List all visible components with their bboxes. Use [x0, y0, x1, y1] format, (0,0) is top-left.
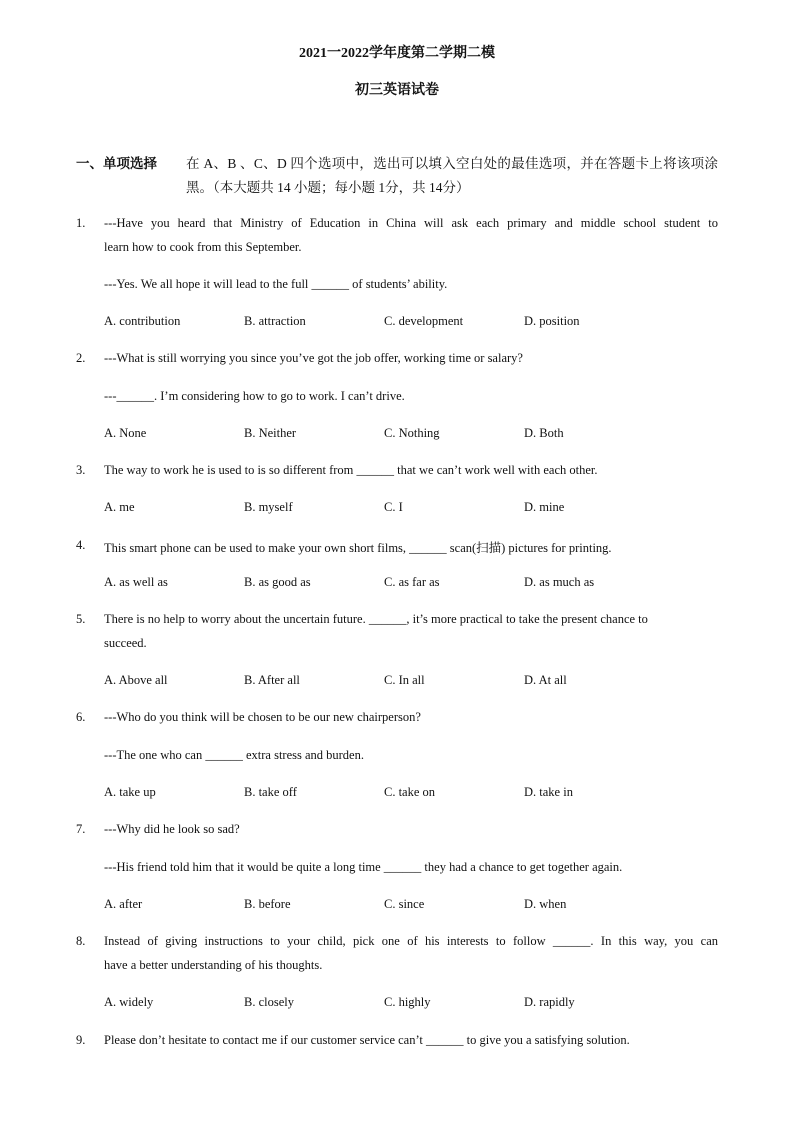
exam-subtitle: 初三英语试卷 [355, 83, 439, 98]
option-c: C. Nothing [384, 426, 440, 440]
question-number: 4. [76, 538, 86, 552]
option-b: B. take off [244, 785, 297, 799]
option-b: B. as good as [244, 575, 311, 589]
question-number: 7. [76, 822, 86, 836]
option-c: C. development [384, 314, 464, 328]
option-b: B. closely [244, 995, 294, 1009]
option-b: B. before [244, 897, 291, 911]
question-text: ---What is still worrying you since you’ve got the job offer, working time or salary? [104, 351, 523, 365]
section-instruction: 在 A、B 、C、D 四个选项中，选出可以填入空白处的最佳选项，并在答题卡上将该项涂黑。（本大题共 14 小题；每小题 1分，共 14分） [186, 156, 718, 195]
question-text: succeed. [104, 636, 147, 650]
question-text: Instead of giving instructions to your child, pick one of his interests to follow ______. In this way, you can [104, 934, 718, 948]
option-c: C. highly [384, 995, 431, 1009]
option-d: D. position [524, 314, 580, 328]
option-c: C. since [384, 897, 425, 911]
option-a: A. None [104, 426, 147, 440]
option-a: A. as well as [104, 575, 168, 589]
option-c: C. In all [384, 673, 425, 687]
question-number: 1. [76, 216, 86, 230]
question-text: Please don’t hesitate to contact me if our customer service can’t ______ to give you a satisfying solution. [104, 1033, 630, 1047]
option-d: D. mine [524, 500, 565, 514]
option-c: C. take on [384, 785, 436, 799]
option-c: C. I [384, 500, 403, 514]
option-a: A. take up [104, 785, 156, 799]
question-text: ---Why did he look so sad? [104, 822, 240, 836]
question-text: have a better understanding of his thoughts. [104, 958, 323, 972]
option-d: D. rapidly [524, 995, 575, 1009]
option-b: B. After all [244, 673, 300, 687]
question-text: ---______. I’m considering how to go to work. I can’t drive. [104, 389, 405, 403]
option-b: B. Neither [244, 426, 297, 440]
question-text: ---His friend told him that it would be quite a long time ______ they had a chance to get together again. [104, 860, 623, 874]
question-number: 3. [76, 463, 86, 477]
option-b: B. myself [244, 500, 293, 514]
option-a: A. after [104, 897, 143, 911]
question-number: 6. [76, 710, 86, 724]
section-label: 一、单项选择 [76, 156, 157, 171]
question-text: This smart phone can be used to make your own short films, ______ scan(扫描) pictures for printing. [104, 541, 612, 555]
question-number: 8. [76, 934, 86, 948]
question-text: ---Have you heard that Ministry of Education in China will ask each primary and middle school student to [104, 216, 718, 230]
option-d: D. when [524, 897, 567, 911]
question-text: learn how to cook from this September. [104, 240, 302, 254]
option-d: D. At all [524, 673, 567, 687]
option-b: B. attraction [244, 314, 306, 328]
option-c: C. as far as [384, 575, 440, 589]
question-text: The way to work he is used to is so different from ______ that we can’t work well with each other. [104, 463, 598, 477]
question-number: 9. [76, 1033, 86, 1047]
option-a: A. widely [104, 995, 154, 1009]
question-text: ---Who do you think will be chosen to be our new chairperson? [104, 710, 421, 724]
question-text: ---The one who can ______ extra stress and burden. [104, 748, 364, 762]
option-a: A. contribution [104, 314, 181, 328]
question-text: ---Yes. We all hope it will lead to the full ______ of students’ ability. [104, 277, 448, 291]
option-d: D. as much as [524, 575, 595, 589]
option-d: D. take in [524, 785, 573, 799]
option-d: D. Both [524, 426, 564, 440]
question-text: There is no help to worry about the uncertain future. ______, it’s more practical to take the present chance to [104, 612, 648, 626]
question-number: 5. [76, 612, 86, 626]
question-number: 2. [76, 351, 86, 365]
option-a: A. me [104, 500, 135, 514]
option-a: A. Above all [104, 673, 168, 687]
exam-title: 2021一2022学年度第二学期二模 [299, 46, 495, 61]
